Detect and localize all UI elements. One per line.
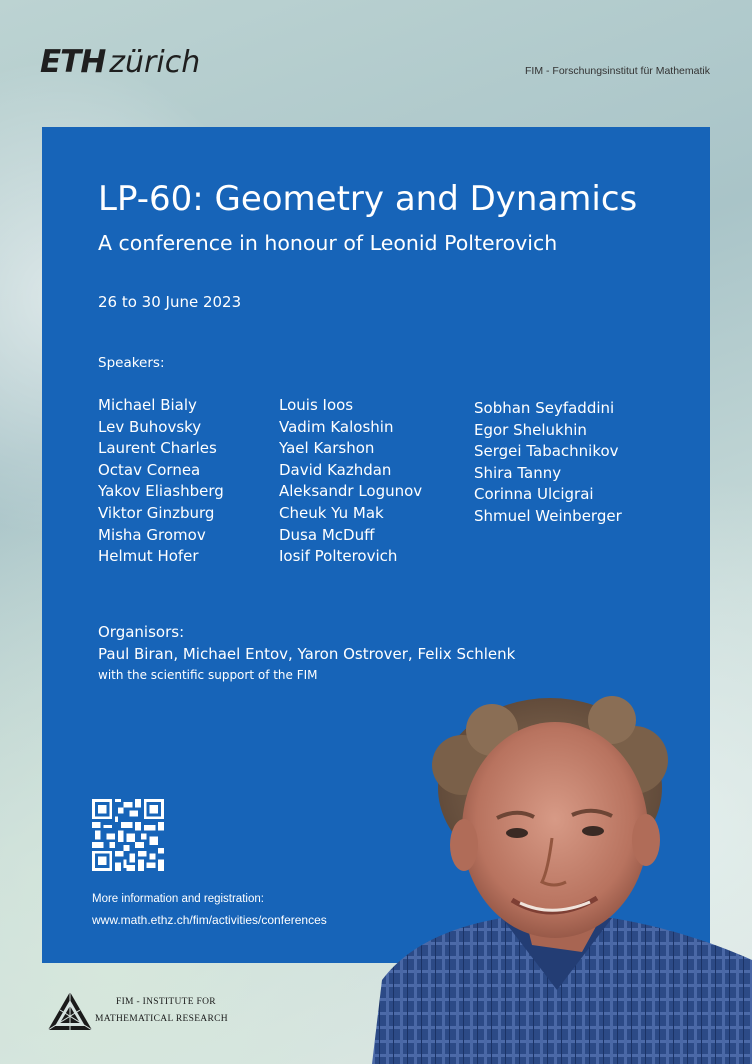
qr-code-icon[interactable] xyxy=(92,799,164,871)
institute-name: FIM - Forschungsinstitut für Mathematik xyxy=(525,65,710,77)
speaker-name: Michael Bialy xyxy=(98,396,197,414)
speaker-name: David Kazhdan xyxy=(279,460,392,479)
logo-zurich-text: zürich xyxy=(109,45,201,80)
logo-eth-text: ETH xyxy=(40,44,106,80)
organisers-support: with the scientific support of the FIM xyxy=(98,668,318,682)
speaker-name: Yael Karshon xyxy=(279,439,375,458)
organisers-label: Organisors: xyxy=(98,623,185,641)
speaker-name: Vadim Kaloshin xyxy=(279,417,394,436)
speaker-name: Octav Cornea xyxy=(98,460,201,479)
speaker-name: Yakov Eliashberg xyxy=(98,482,224,501)
fim-footer-line-1: FIM - INSTITUTE FOR xyxy=(116,997,216,1007)
more-info-label: More information and registration: xyxy=(92,893,264,905)
speaker-name: Misha Gromov xyxy=(98,525,206,544)
conference-url-link[interactable]: www.math.ethz.ch/fim/activities/conferences xyxy=(92,913,327,927)
conference-dates: 26 to 30 June 2023 xyxy=(98,293,242,311)
speaker-name: Sergei Tabachnikov xyxy=(474,442,619,461)
speaker-name: Helmut Hofer xyxy=(98,547,199,566)
speakers-label: Speakers: xyxy=(98,355,165,371)
speaker-name: Iosif Polterovich xyxy=(279,547,398,566)
speaker-name: Viktor Ginzburg xyxy=(98,503,215,522)
speaker-name: Dusa McDuff xyxy=(279,525,375,544)
speaker-name: Corinna Ulcigrai xyxy=(474,485,594,504)
speaker-name: Laurent Charles xyxy=(98,439,217,458)
conference-title: LP-60: Geometry and Dynamics xyxy=(98,179,638,219)
eth-zurich-logo xyxy=(40,44,200,84)
speakers-column-3 xyxy=(474,398,622,528)
speakers-column-1 xyxy=(98,395,224,568)
speaker-name: Louis Ioos xyxy=(279,396,354,414)
speaker-name: Cheuk Yu Mak xyxy=(279,503,384,522)
speakers-column-2 xyxy=(279,395,422,568)
organisers-names: Paul Biran, Michael Entov, Yaron Ostrover, Felix Schlenk xyxy=(98,645,516,663)
conference-subtitle: A conference in honour of Leonid Polterovich xyxy=(98,231,558,255)
speaker-name: Shmuel Weinberger xyxy=(474,506,622,525)
speaker-name: Shira Tanny xyxy=(474,463,562,482)
speaker-name: Egor Shelukhin xyxy=(474,420,587,439)
fim-footer-line-2: MATHEMATICAL RESEARCH xyxy=(95,1014,228,1024)
speaker-name: Lev Buhovsky xyxy=(98,417,202,436)
portrait-photo xyxy=(372,690,752,1064)
speaker-name: Aleksandr Logunov xyxy=(279,482,423,501)
fim-triangle-logo xyxy=(46,990,94,1032)
speaker-name: Sobhan Seyfaddini xyxy=(474,399,615,417)
